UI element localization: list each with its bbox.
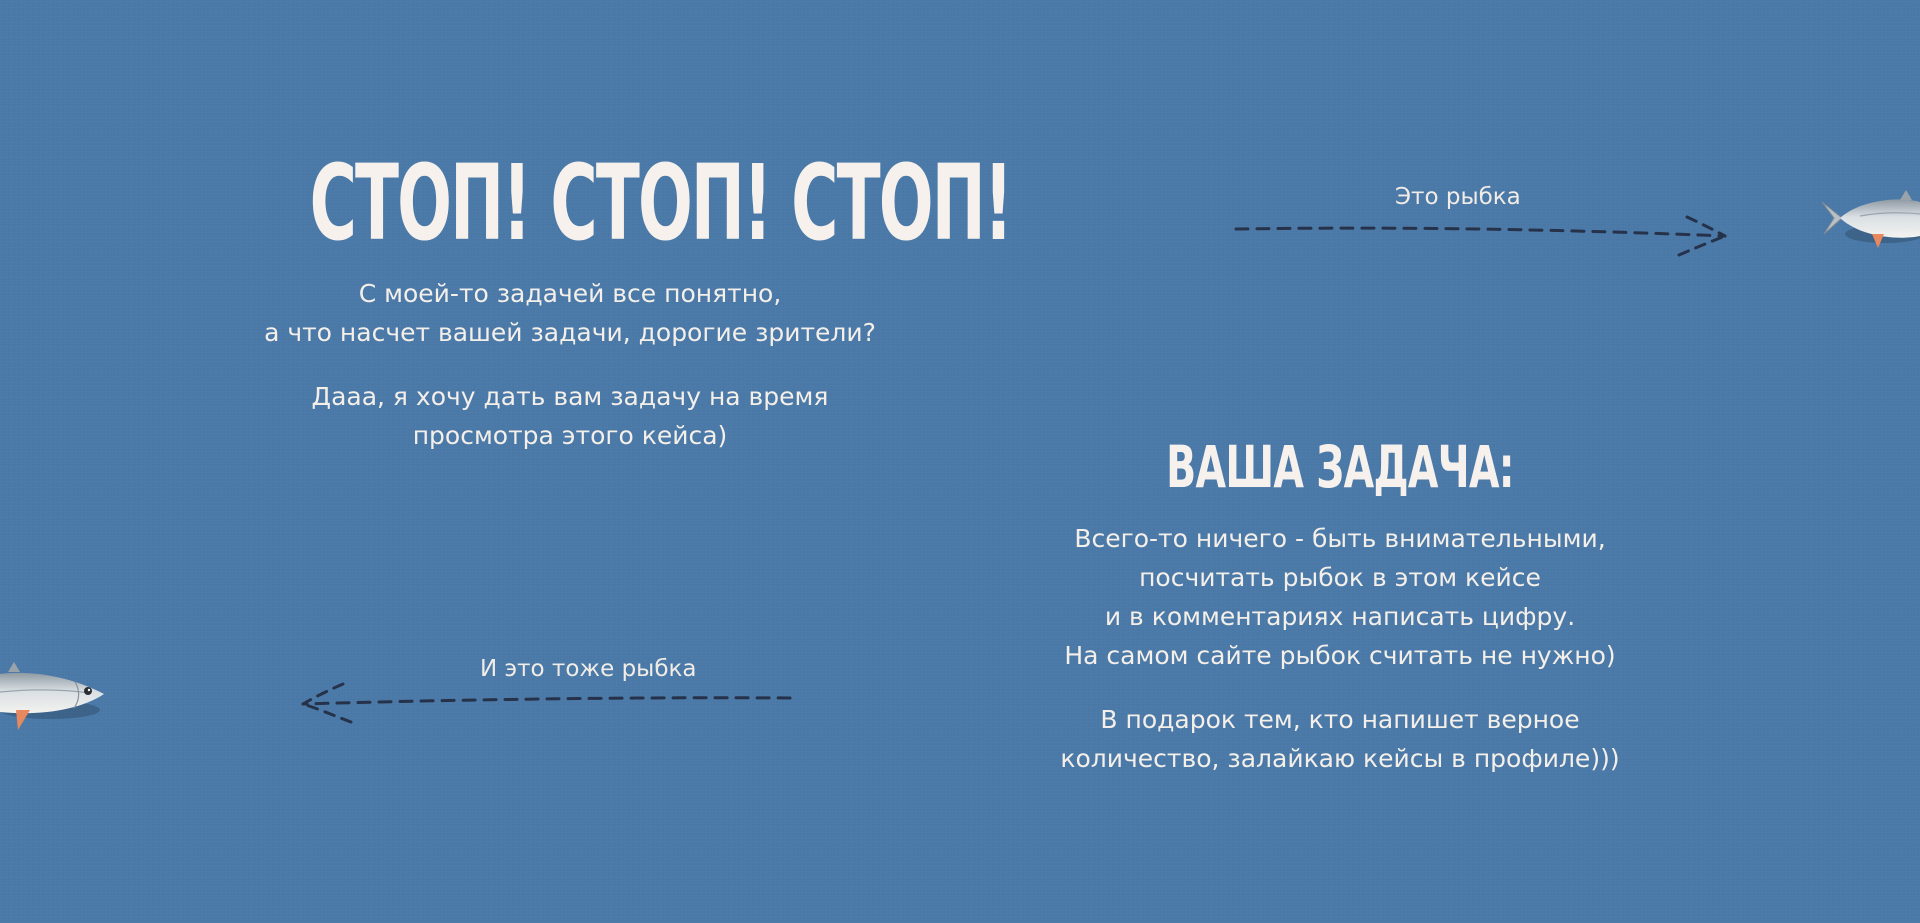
task-line: посчитать рыбок в этом кейсе: [1139, 563, 1541, 592]
intro-paragraph: [170, 274, 970, 352]
intro-line: а что насчет вашей задачи, дорогие зрители?: [264, 318, 876, 347]
intro-paragraph-2: [170, 377, 970, 455]
intro2-line: просмотра этого кейса): [412, 421, 728, 450]
task-title: ВАША ЗАДАЧА:: [1166, 433, 1514, 501]
task-line: Всего-то ничего - быть внимательными,: [1074, 524, 1606, 553]
task-line: На самом сайте рыбок считать не нужно): [1064, 641, 1616, 670]
fish-label-2: И это тоже рыбка: [480, 656, 697, 682]
intro2-line: Дааа, я хочу дать вам задачу на время: [311, 382, 829, 411]
task-paragraph: [940, 519, 1740, 675]
gift-paragraph: [940, 700, 1740, 778]
fish-icon: [0, 658, 115, 738]
task-line: и в комментариях написать цифру.: [1104, 602, 1576, 631]
fish-icon: [1820, 182, 1920, 262]
gift-line: В подарок тем, кто напишет верное: [1100, 705, 1580, 734]
headline: СТОП! СТОП! СТОП!: [309, 142, 1012, 264]
fish-label-1: Это рыбка: [1395, 184, 1521, 210]
gift-line: количество, залайкаю кейсы в профиле))): [1060, 744, 1620, 773]
dashed-arrow-left-icon: [295, 678, 795, 738]
dashed-arrow-right-icon: [1230, 205, 1730, 265]
intro-line: С моей-то задачей все понятно,: [358, 279, 782, 308]
